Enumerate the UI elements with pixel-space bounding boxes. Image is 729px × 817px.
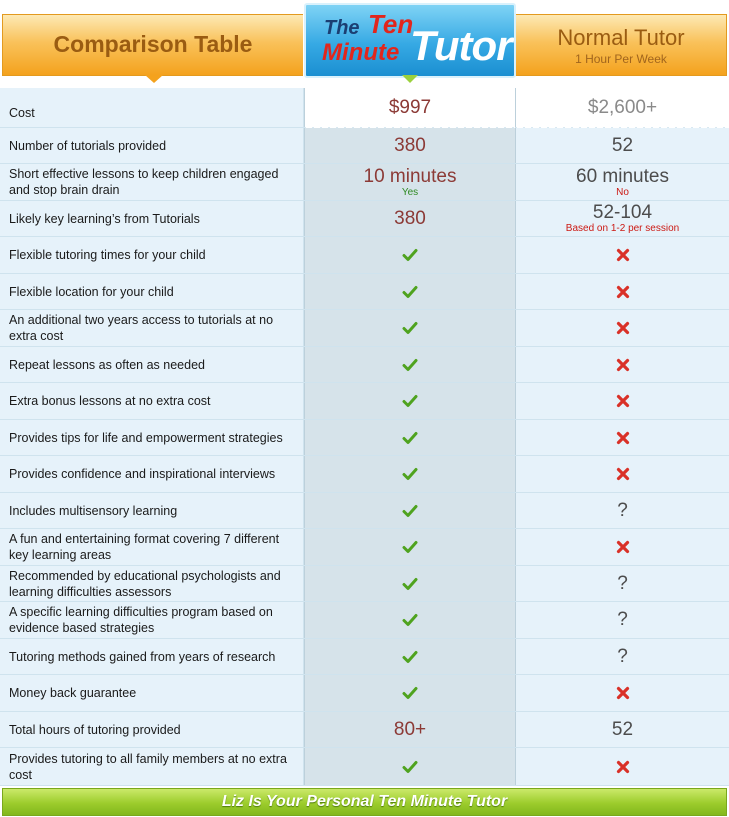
- table-row: [0, 602, 729, 639]
- logo-tutor: Tutor: [410, 22, 512, 69]
- check-icon: [402, 466, 418, 482]
- row-label: Flexible tutoring times for your child: [0, 237, 304, 273]
- table-row: [0, 201, 729, 237]
- check-icon: [402, 612, 418, 628]
- cross-icon: [615, 284, 631, 300]
- normal-tutor-cell: [516, 201, 729, 236]
- row-label: Provides tips for life and empowerment strategies: [0, 420, 304, 455]
- row-label: Number of tutorials provided: [0, 128, 304, 163]
- logo-the: The: [324, 17, 360, 39]
- normal-tutor-cell: [516, 639, 729, 674]
- ten-minute-tutor-cell: [304, 237, 516, 273]
- ten-minute-tutor-cell: [304, 748, 516, 785]
- cross-icon: [615, 393, 631, 409]
- normal-tutor-cell: [516, 420, 729, 455]
- normal-tutor-cell: [516, 88, 729, 127]
- row-label: Money back guarantee: [0, 675, 304, 711]
- cell-value: 60 minutes: [576, 165, 669, 187]
- check-icon: [402, 430, 418, 446]
- cell-value: ?: [617, 572, 628, 594]
- row-label: Likely key learning’s from Tutorials: [0, 201, 304, 236]
- check-icon: [402, 576, 418, 592]
- cross-icon: [615, 685, 631, 701]
- row-label: Short effective lessons to keep children engaged and stop brain drain: [0, 164, 304, 200]
- comparison-table-header: [2, 14, 303, 76]
- cell-value: 10 minutes: [363, 165, 457, 187]
- logo-minute: Minute: [322, 39, 400, 66]
- logo-pointer: [402, 75, 418, 83]
- cross-icon: [615, 247, 631, 263]
- table-row: [0, 164, 729, 201]
- cross-icon: [615, 320, 631, 336]
- ten-minute-tutor-logo: [304, 3, 516, 78]
- cell-value: 52: [611, 134, 634, 156]
- row-label: A specific learning difficulties program based on evidence based strategies: [0, 602, 304, 638]
- table-row: [0, 237, 729, 274]
- cell-value: 52-104: [592, 202, 653, 223]
- table-row: [0, 383, 729, 420]
- cross-icon: [615, 539, 631, 555]
- table-row: [0, 274, 729, 310]
- normal-tutor-cell: [516, 566, 729, 601]
- normal-tutor-subtitle: 1 Hour Per Week: [575, 52, 667, 66]
- cell-value: ?: [617, 645, 628, 667]
- row-label: Recommended by educational psychologists and learning difficulties assessors: [0, 566, 304, 601]
- footer-banner: Liz Is Your Personal Ten Minute Tutor: [2, 788, 727, 816]
- ten-minute-tutor-cell: [304, 566, 516, 601]
- cross-icon: [615, 759, 631, 775]
- ten-minute-tutor-cell: [304, 529, 516, 565]
- ten-minute-tutor-cell: [304, 675, 516, 711]
- ten-minute-tutor-cell: [304, 201, 516, 236]
- cell-subtext: No: [616, 186, 629, 198]
- table-row: [0, 566, 729, 602]
- row-label: Tutoring methods gained from years of research: [0, 639, 304, 674]
- ten-minute-tutor-cell: [304, 493, 516, 528]
- row-label: Cost: [0, 88, 304, 127]
- check-icon: [402, 649, 418, 665]
- normal-tutor-header: [516, 14, 727, 76]
- cross-icon: [615, 466, 631, 482]
- row-label: Total hours of tutoring provided: [0, 712, 304, 747]
- cell-value: 380: [394, 207, 426, 229]
- cell-value: ?: [617, 499, 628, 521]
- row-label: Repeat lessons as often as needed: [0, 347, 304, 382]
- check-icon: [402, 503, 418, 519]
- cell-value: ?: [617, 609, 628, 630]
- normal-tutor-cell: [516, 712, 729, 747]
- normal-tutor-cell: [516, 128, 729, 163]
- ten-minute-tutor-cell: [304, 88, 516, 127]
- row-label: Provides confidence and inspirational interviews: [0, 456, 304, 492]
- table-row: [0, 456, 729, 493]
- check-icon: [402, 685, 418, 701]
- check-icon: [402, 357, 418, 373]
- normal-tutor-cell: [516, 347, 729, 382]
- normal-tutor-cell: [516, 493, 729, 528]
- normal-tutor-title: Normal Tutor: [557, 25, 685, 50]
- table-row: [0, 675, 729, 712]
- row-label: Includes multisensory learning: [0, 493, 304, 528]
- row-label: Provides tutoring to all family members at no extra cost: [0, 748, 304, 785]
- cross-icon: [615, 430, 631, 446]
- table-row: [0, 310, 729, 347]
- cell-value: 80+: [393, 718, 427, 740]
- normal-tutor-cell: [516, 602, 729, 638]
- comparison-title: Comparison Table: [53, 31, 253, 57]
- table-row: [0, 748, 729, 786]
- normal-tutor-cell: [516, 456, 729, 492]
- normal-tutor-cell: [516, 675, 729, 711]
- cell-subtext: Based on 1-2 per session: [565, 223, 680, 234]
- cell-value: $997: [388, 96, 432, 118]
- ten-minute-tutor-cell: [304, 383, 516, 419]
- table-row: [0, 529, 729, 566]
- ten-minute-tutor-cell: [304, 164, 516, 200]
- ten-minute-tutor-cell: [304, 310, 516, 346]
- row-label: An additional two years access to tutorials at no extra cost: [0, 310, 304, 346]
- ten-minute-tutor-cell: [304, 639, 516, 674]
- cell-value: 380: [394, 134, 426, 156]
- normal-tutor-cell: [516, 748, 729, 785]
- normal-tutor-cell: [516, 164, 729, 200]
- table-row: [0, 420, 729, 456]
- check-icon: [402, 759, 418, 775]
- normal-tutor-cell: [516, 237, 729, 273]
- row-label: Flexible location for your child: [0, 274, 304, 309]
- check-icon: [402, 320, 418, 336]
- logo-ten: Ten: [368, 9, 414, 39]
- ten-minute-tutor-cell: [304, 347, 516, 382]
- table-row: [0, 493, 729, 529]
- check-icon: [402, 539, 418, 555]
- ten-minute-tutor-cell: [304, 128, 516, 163]
- cell-subtext: Yes: [401, 186, 419, 198]
- normal-tutor-cell: [516, 529, 729, 565]
- check-icon: [402, 284, 418, 300]
- table-row: [0, 128, 729, 164]
- row-label: Extra bonus lessons at no extra cost: [0, 383, 304, 419]
- normal-tutor-cell: [516, 383, 729, 419]
- table-row: [0, 639, 729, 675]
- check-icon: [402, 247, 418, 263]
- ten-minute-tutor-cell: [304, 420, 516, 455]
- table-row: [0, 347, 729, 383]
- ten-minute-tutor-cell: [304, 602, 516, 638]
- header-notch: [145, 75, 163, 83]
- table-row: [0, 88, 729, 128]
- ten-minute-tutor-cell: [304, 274, 516, 309]
- ten-minute-tutor-cell: [304, 456, 516, 492]
- table-row: [0, 712, 729, 748]
- normal-tutor-cell: [516, 274, 729, 309]
- check-icon: [402, 393, 418, 409]
- row-label: A fun and entertaining format covering 7 different key learning areas: [0, 529, 304, 565]
- cell-value: 52: [611, 718, 634, 740]
- ten-minute-tutor-cell: [304, 712, 516, 747]
- normal-tutor-cell: [516, 310, 729, 346]
- cell-value: $2,600+: [587, 96, 658, 118]
- cross-icon: [615, 357, 631, 373]
